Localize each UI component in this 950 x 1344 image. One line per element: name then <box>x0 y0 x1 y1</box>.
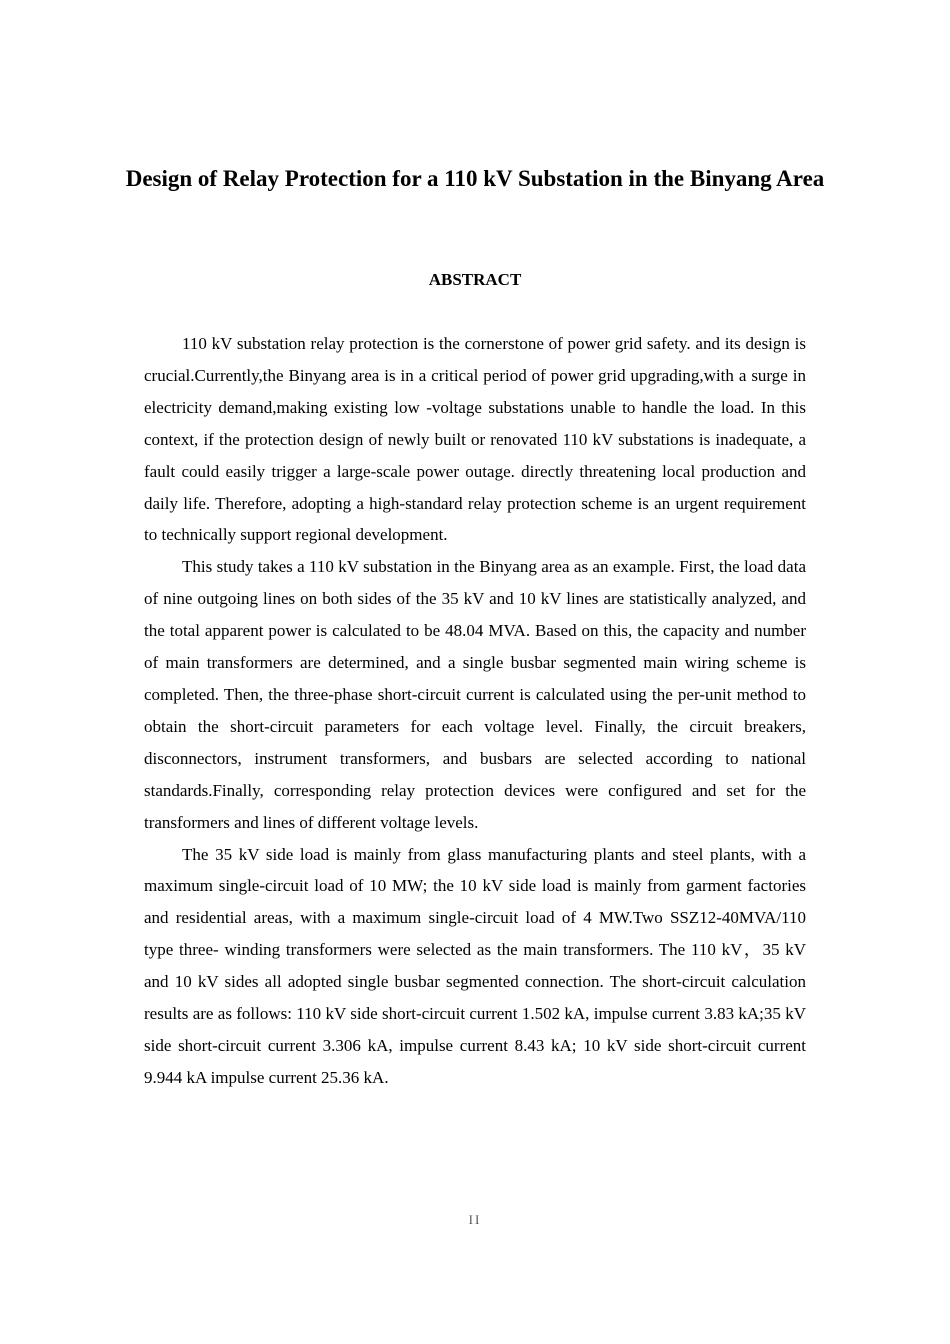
page-number: II <box>468 1212 482 1227</box>
abstract-body <box>144 328 806 1094</box>
abstract-paragraph-1: 110 kV substation relay protection is the cornerstone of power grid safety. and its design is crucial.Currently,the Binyang area is in a critical period of power grid upgrading,with a surge in electricity demand,making existing low -voltage substations unable to handle the load. In this context, if the protection design of newly built or renovated 110 kV substations is inadequate, a fault could easily trigger a large-scale power outage. directly threatening local production and daily life. Therefore, adopting a high-standard relay protection scheme is an urgent requirement to technically support regional development. <box>144 334 806 545</box>
abstract-paragraph-3: The 35 kV side load is mainly from glass manufacturing plants and steel plants, with a maximum single-circuit load of 10 MW; the 10 kV side load is mainly from garment factories and residential areas, with a maximum single-circuit load of 4 MW.Two SSZ12-40MVA/110 type three- winding transformers were selected as the main transformers. The 110 kV，35 kV and 10 kV sides all adopted single busbar segmented connection. The short-circuit calculation results are as follows: 110 kV side short-circuit current 1.502 kA, impulse current 3.83 kA;35 kV side short-circuit current 3.306 kA, impulse current 8.43 kA; 10 kV side short-circuit current 9.944 kA impulse current 25.36 kA. <box>144 844 806 1087</box>
abstract-heading: ABSTRACT <box>428 270 522 289</box>
document-title: Design of Relay Protection for a 110 kV Substation in the Binyang Area <box>125 166 825 191</box>
abstract-paragraph-2: This study takes a 110 kV substation in the Binyang area as an example. First, the load data of nine outgoing lines on both sides of the 35 kV and 10 kV lines are statistically analyzed, and the total apparent power is calculated to be 48.04 MVA. Based on this, the capacity and number of main transformers are determined, and a single busbar segmented main wiring scheme is completed. Then, the three-phase short-circuit current is calculated using the per-unit method to obtain the short-circuit parameters for each voltage level. Finally, the circuit breakers, disconnectors, instrument transformers, and busbars are selected according to national standards.Finally, corresponding relay protection devices were configured and set for the transformers and lines of different voltage levels. <box>144 557 806 832</box>
